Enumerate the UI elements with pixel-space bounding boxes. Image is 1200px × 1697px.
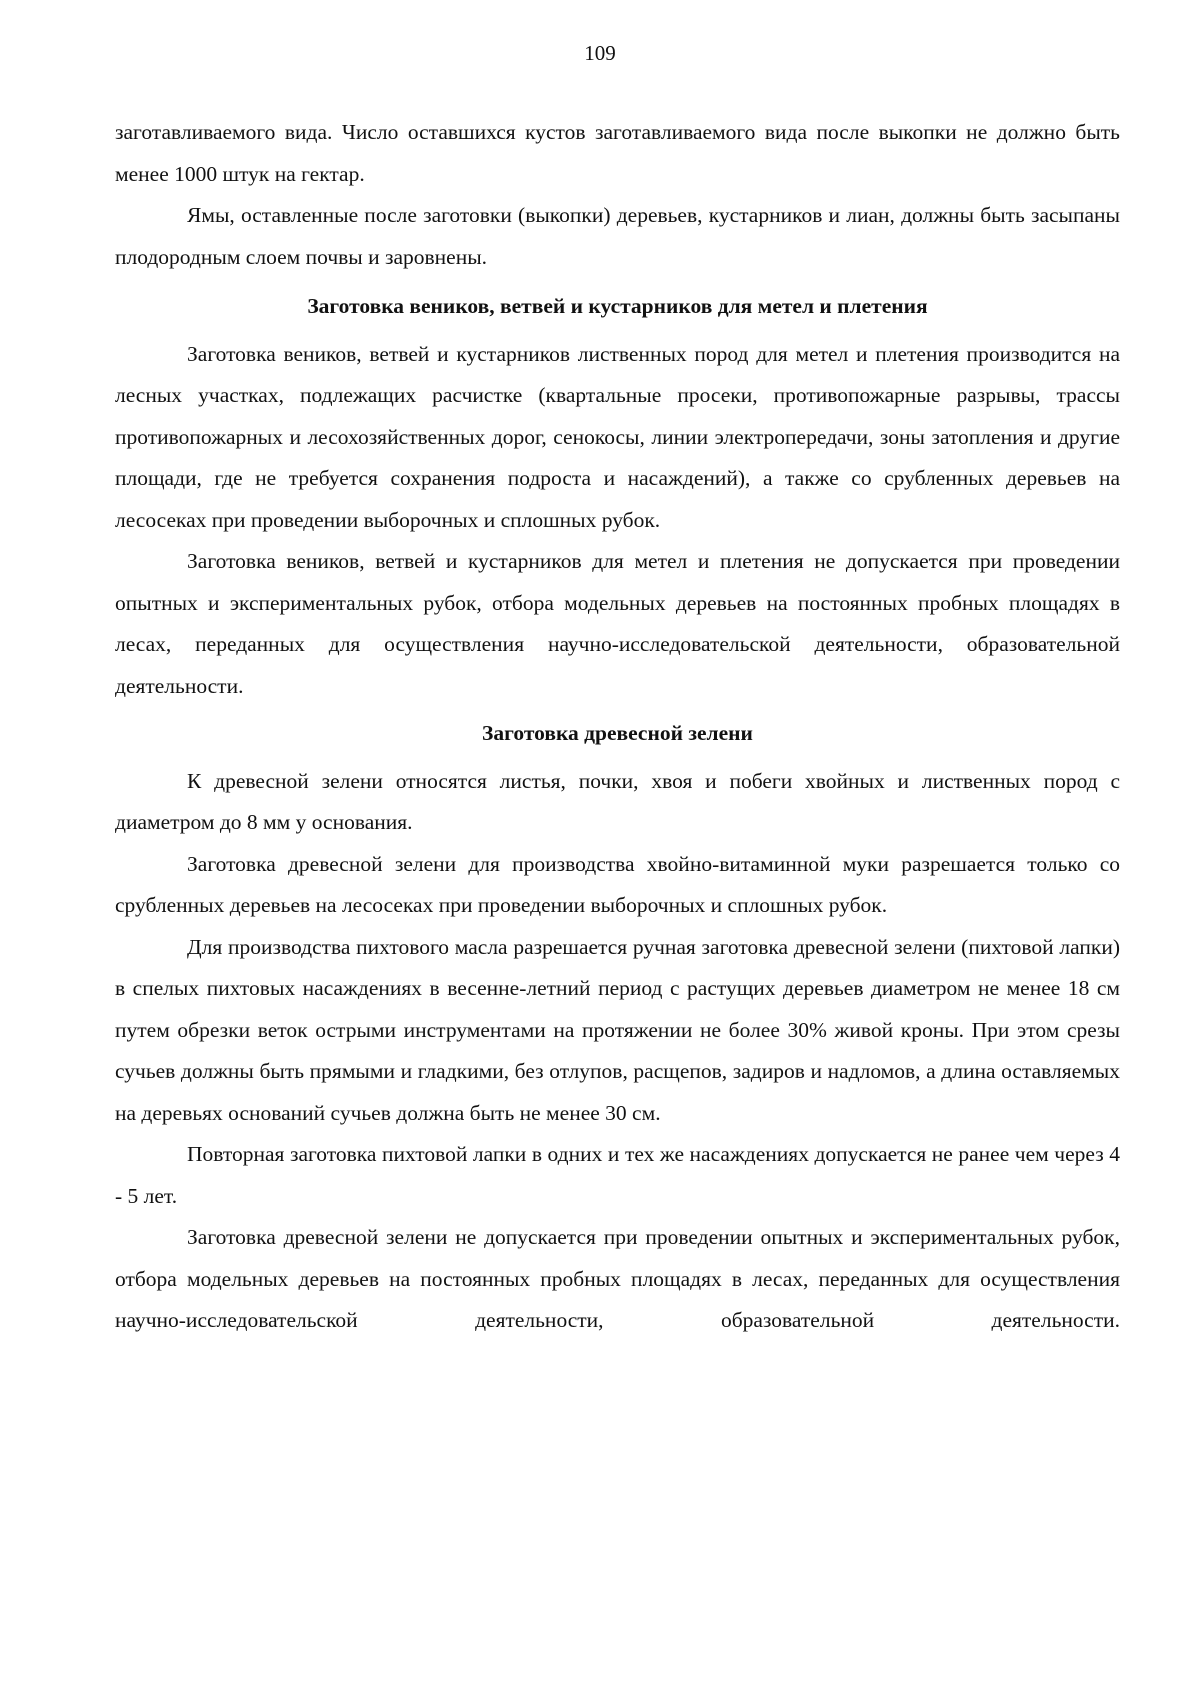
section-heading-greenery: Заготовка древесной зелени: [482, 721, 753, 745]
page-number: 109: [584, 41, 616, 65]
paragraph-greenery-prohibited: Заготовка древесной зелени не допускается при проведении опытных и экспериментальных рубок, отбора модельных деревьев на постоянных пробных площадях в лесах, переданных для осуществления научно-исследовательской деятельности, образовательной деятельности.: [115, 1225, 1120, 1332]
paragraph-greenery-vitamin-flour: Заготовка древесной зелени для производства хвойно-витаминной муки разрешается только со срубленных деревьев на лесосеках при проведении выборочных и сплошных рубок.: [115, 851, 1120, 917]
paragraph-brooms-allowed: Заготовка веников, ветвей и кустарников лиственных пород для метел и плетения производится на лесных участках, подлежащих расчистке (квартальные просеки, противопожарные разрывы, трассы противопожарных и лесохозяйственных дорог, сенокосы, линии электропередачи, зоны затопления и другие площади, где не требуется сохранения подроста и насаждений), а также со срубленных деревьев на лесосеках при проведении выборочных и сплошных рубок.: [115, 341, 1120, 532]
paragraph-greenery-repeat: Повторная заготовка пихтовой лапки в одних и тех же насаждениях допускается не ранее чем через 4 - 5 лет.: [115, 1142, 1120, 1208]
paragraph-pits: Ямы, оставленные после заготовки (выкопки) деревьев, кустарников и лиан, должны быть засыпаны плодородным слоем почвы и заровнены.: [115, 203, 1120, 269]
paragraph-brooms-prohibited: Заготовка веников, ветвей и кустарников для метел и плетения не допускается при проведении опытных и экспериментальных рубок, отбора модельных деревьев на постоянных пробных площадях в лесах, переданных для осуществления научно-исследовательской деятельности, образовательной деятельности.: [115, 549, 1120, 698]
paragraph-continuation: заготавливаемого вида. Число оставшихся кустов заготавливаемого вида после выкопки не должно быть менее 1000 штук на гектар.: [115, 120, 1120, 186]
paragraph-greenery-definition: К древесной зелени относятся листья, почки, хвоя и побеги хвойных и лиственных пород с диаметром до 8 мм у основания.: [115, 768, 1120, 834]
paragraph-greenery-fir-oil: Для производства пихтового масла разрешается ручная заготовка древесной зелени (пихтовой лапки) в спелых пихтовых насаждениях в весенне-летний период с растущих деревьев диаметром не менее 18 см путем обрезки веток острыми инструментами на протяжении не более 30% живой кроны. При этом срезы сучьев должны быть прямыми и гладкими, без отлупов, расщепов, задиров и надломов, а длина оставляемых на деревьях оснований сучьев должна быть не менее 30 см.: [115, 934, 1120, 1125]
section-heading-brooms: Заготовка веников, ветвей и кустарников для метел и плетения: [307, 294, 928, 318]
document-body: [115, 112, 1120, 1342]
